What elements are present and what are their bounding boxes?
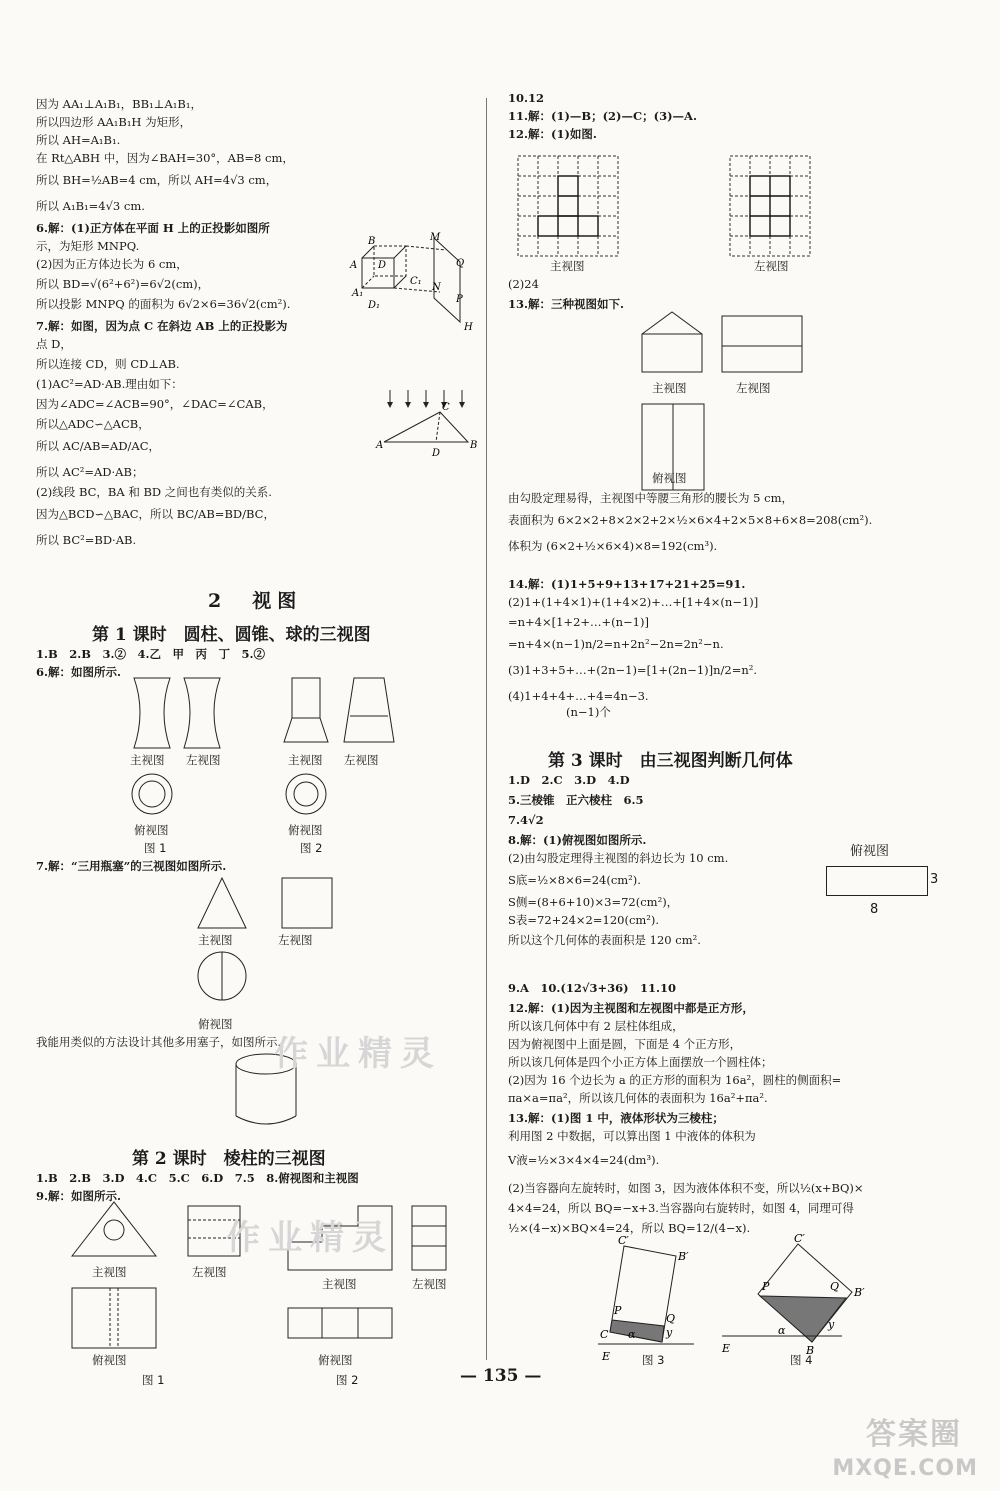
svg-text:N: N: [432, 282, 441, 293]
lesson1-design: 我能用类似的方法设计其他多用塞子，如图所示.: [36, 1035, 282, 1049]
left-line: 因为∠ADC=∠ACB=90°，∠DAC=∠CAB，: [36, 397, 274, 411]
left-line: 所以 A₁B₁=4√3 cm.: [36, 199, 145, 213]
lesson2-answers: 1.B 2.B 3.D 4.C 5.C 6.D 7.5 8.俯视图和主视图: [36, 1171, 359, 1185]
q12-front-label: 主视图: [550, 259, 585, 273]
lesson3-answers4: 9.A 10.(12√3+36) 11.10: [508, 981, 677, 995]
ghost-watermark-1: 作业精灵: [274, 1034, 442, 1074]
lesson1-title: 第 1 课时 圆柱、圆锥、球的三视图: [92, 625, 371, 645]
q12-line: 所以该几何体是四个小正方体上面摆放一个圆柱体；: [508, 1055, 773, 1069]
q13b-line: ½×(4−x)×BQ×4=24，所以 BQ=12/(4−x).: [508, 1221, 751, 1235]
lesson2-q9: 9.解：如图所示.: [36, 1189, 122, 1203]
svg-text:A: A: [376, 440, 384, 451]
q14-line: =n+4×[1+2+…+(n−1)]: [508, 615, 649, 629]
svg-text:B′: B′: [678, 1250, 689, 1263]
q14-line: 14.解：(1)1+5+9+13+17+21+25=91.: [508, 577, 746, 591]
lesson1-answers: 1.B 2.B 3.② 4.乙 甲 丙 丁 5.②: [36, 647, 265, 661]
svg-text:y: y: [828, 1318, 835, 1331]
svg-text:P: P: [614, 1304, 622, 1317]
container-rotation-figures: [598, 1232, 878, 1366]
svg-text:D: D: [432, 448, 441, 459]
fig4-caption: 图 4: [790, 1353, 813, 1367]
q13-line: 表面积为 6×2×2+8×2×2+2×½×6×4+2×5×8+6×8=208(cm²).: [508, 513, 873, 527]
svg-text:A₁: A₁: [352, 288, 364, 299]
svg-text:P: P: [456, 294, 463, 305]
svg-text:C′: C′: [794, 1232, 805, 1245]
q9-fig1-caption: 图 1: [142, 1373, 165, 1387]
left-line: 因为△BCD∽△BAC，所以 BC/AB=BD/BC，: [36, 507, 275, 521]
left-column: [36, 97, 478, 1387]
q13-front-label: 主视图: [652, 381, 687, 395]
column-divider: [486, 98, 487, 1360]
left-line: 所以 AC²=AD·AB；: [36, 465, 144, 479]
q9-fig2-left-label: 左视图: [412, 1277, 447, 1291]
svg-text:H: H: [464, 322, 473, 333]
svg-text:D: D: [378, 260, 387, 271]
svg-text:E: E: [602, 1350, 611, 1363]
left-line: 6.解：(1)正方体在平面 H 上的正投影如图所: [36, 221, 270, 235]
svg-text:Q: Q: [830, 1280, 840, 1293]
q9-fig2-top-label: 俯视图: [318, 1353, 353, 1367]
q13-top-label: 俯视图: [652, 471, 687, 485]
q12-line: (2)因为 16 个边长为 a 的正方形的面积为 16a²，圆柱的侧面积=: [508, 1073, 842, 1087]
right-line: 10.12: [508, 91, 545, 105]
q13b-line: 4×4=24，所以 BQ=−x+3.当容器向右旋转时，如图 4，同理可得: [508, 1201, 854, 1215]
q9-fig2-caption: 图 2: [336, 1373, 359, 1387]
watermark-logo-text: 答案圈: [866, 1417, 962, 1452]
q12-line: πa×a=πa²，所以该几何体的表面积为 16a²+πa².: [508, 1091, 768, 1105]
q12-line: 12.解：(1)因为主视图和左视图中都是正方形，: [508, 1001, 754, 1015]
q13b-line: V液=½×3×4×4=24(dm³).: [508, 1153, 660, 1167]
left-line: 示，为矩形 MNPQ.: [36, 239, 140, 253]
lesson1-q6: 6.解：如图所示.: [36, 665, 122, 679]
q14-line: (n−1)个: [566, 705, 611, 719]
q12-left-label: 左视图: [754, 259, 789, 273]
q9-fig2-front-label: 主视图: [322, 1277, 357, 1291]
ghost-watermark-2: 作业精灵: [226, 1218, 394, 1258]
left-line: 所以△ADC∽△ACB，: [36, 417, 150, 431]
section-title: 2 视图: [208, 590, 303, 612]
left-line: 所以 BD=√(6²+6²)=6√2(cm)，: [36, 277, 210, 291]
q8-line: (2)由勾股定理得主视图的斜边长为 10 cm.: [508, 851, 729, 865]
right-column: [508, 91, 968, 1368]
svg-text:α: α: [778, 1324, 786, 1337]
svg-text:α: α: [628, 1328, 636, 1341]
left-line: 所以连接 CD，则 CD⊥AB.: [36, 357, 180, 371]
left-line: 所以 BH=½AB=4 cm，所以 AH=4√3 cm，: [36, 173, 278, 187]
q7-left-label: 左视图: [278, 933, 313, 947]
svg-text:B: B: [806, 1344, 815, 1357]
q14-line: (2)1+(1+4×1)+(1+4×2)+…+[1+4×(n−1)]: [508, 595, 759, 609]
svg-text:B: B: [368, 236, 376, 247]
right-line: 11.解：(1)—B；(2)—C；(3)—A.: [508, 109, 697, 123]
q8-line: 所以这个几何体的表面积是 120 cm².: [508, 933, 701, 947]
q14-line: (3)1+3+5+…+(2n−1)=[1+(2n−1)]n/2=n².: [508, 663, 758, 677]
q8-fig-width: 8: [870, 902, 879, 917]
q14-line: (4)1+4+4+…+4=4n−3.: [508, 689, 649, 703]
q8-top-view-rect: [826, 866, 928, 896]
lesson1-q7: 7.解：“三用瓶塞”的三视图如图所示.: [36, 859, 227, 873]
left-line: 因为 AA₁⊥A₁B₁，BB₁⊥A₁B₁，: [36, 97, 202, 111]
q8-line: 8.解：(1)俯视图如图所示.: [508, 833, 647, 847]
q8-fig-title: 俯视图: [850, 844, 890, 859]
q9-fig1-top-label: 俯视图: [92, 1353, 127, 1367]
page-number: — 135 —: [460, 1366, 542, 1386]
left-line: (1)AC²=AD·AB.理由如下：: [36, 377, 183, 391]
q13-intro: 13.解：三种视图如下.: [508, 297, 625, 311]
left-line: 在 Rt△ABH 中，因为∠BAH=30°，AB=8 cm，: [36, 151, 294, 165]
svg-text:C′: C′: [618, 1234, 629, 1247]
q9-fig1-front-label: 主视图: [92, 1265, 127, 1279]
left-line: 点 D，: [36, 337, 72, 351]
left-line: 所以四边形 AA₁B₁H 为矩形，: [36, 115, 192, 129]
q12-line: 因为俯视图中上面是圆，下面是 4 个正方形，: [508, 1037, 742, 1051]
q13-line: 由勾股定理易得，主视图中等腰三角形的腰长为 5 cm，: [508, 491, 793, 505]
svg-text:B: B: [470, 440, 478, 451]
svg-text:C: C: [442, 402, 450, 413]
q12-line: 所以该几何体中有 2 层柱体组成，: [508, 1019, 684, 1033]
q12-part2: (2)24: [508, 277, 539, 291]
q7-front-label: 主视图: [198, 933, 233, 947]
svg-text:E: E: [722, 1342, 731, 1355]
watermark-url: MXQE.COM: [832, 1456, 978, 1481]
svg-text:Q: Q: [456, 258, 465, 269]
q14-line: =n+4×(n−1)n/2=n+2n²−2n=2n²−n.: [508, 637, 724, 651]
lesson3-answers1: 1.D 2.C 3.D 4.D: [508, 773, 630, 787]
fig1-front-label: 主视图: [130, 753, 165, 767]
q13b-line: 13.解：(1)图 1 中，液体形状为三棱柱；: [508, 1111, 724, 1125]
svg-text:P: P: [762, 1280, 770, 1293]
q13-left-label: 左视图: [736, 381, 771, 395]
fig1-top-label: 俯视图: [134, 823, 169, 837]
q13b-line: 利用图 2 中数据，可以算出图 1 中液体的体积为: [508, 1129, 756, 1143]
svg-text:M: M: [430, 232, 441, 243]
q13-line: 体积为 (6×2+½×6×4)×8=192(cm³).: [508, 539, 718, 553]
left-line: (2)因为正方体边长为 6 cm，: [36, 257, 188, 271]
fig2-front-label: 主视图: [288, 753, 323, 767]
fig1-caption: 图 1: [144, 841, 167, 855]
fig2-caption: 图 2: [300, 841, 323, 855]
triangle-projection-figure: [376, 390, 476, 460]
left-line: 所以 BC²=BD·AB.: [36, 533, 137, 547]
svg-text:y: y: [666, 1326, 673, 1339]
left-line: 所以投影 MNPQ 的面积为 6√2×6=36√2(cm²).: [36, 297, 291, 311]
fig2-left-label: 左视图: [344, 753, 379, 767]
svg-text:C: C: [600, 1328, 609, 1341]
lesson3-answers2: 5.三棱锥 正六棱柱 6.5: [508, 793, 644, 807]
svg-text:Q: Q: [666, 1312, 676, 1325]
fig1-left-label: 左视图: [186, 753, 221, 767]
right-line: 12.解：(1)如图.: [508, 127, 597, 141]
fig3-caption: 图 3: [642, 1353, 665, 1367]
svg-text:A: A: [350, 260, 358, 271]
q12-grid-figures: [518, 156, 818, 266]
fig2-top-label: 俯视图: [288, 823, 323, 837]
lesson3-answers3: 7.4√2: [508, 813, 544, 827]
left-line: (2)线段 BC，BA 和 BD 之间也有类似的关系.: [36, 485, 272, 499]
lesson2-title: 第 2 课时 棱柱的三视图: [132, 1149, 326, 1169]
q9-fig1-left-label: 左视图: [192, 1265, 227, 1279]
svg-text:C₁: C₁: [410, 276, 422, 287]
q8-line: S表=72+24×2=120(cm²).: [508, 913, 660, 927]
q8-line: S底=½×8×6=24(cm²).: [508, 873, 641, 887]
left-line: 所以 AH=A₁B₁.: [36, 133, 121, 147]
lesson3-title: 第 3 课时 由三视图判断几何体: [548, 751, 793, 771]
q13-three-views: [640, 312, 820, 492]
q13b-line: (2)当容器向左旋转时，如图 3，因为液体体积不变，所以½(x+BQ)×: [508, 1181, 864, 1195]
cube-projection-figure: [344, 232, 474, 333]
q8-fig-height: 3: [930, 872, 939, 887]
left-line: 所以 AC/AB=AD/AC，: [36, 439, 161, 453]
svg-text:D₁: D₁: [368, 300, 381, 311]
svg-text:B′: B′: [854, 1286, 865, 1299]
q7-top-label: 俯视图: [198, 1017, 233, 1031]
q8-line: S侧=(8+6+10)×3=72(cm²)，: [508, 895, 679, 909]
left-line: 7.解：如图，因为点 C 在斜边 AB 上的正投影为: [36, 319, 288, 333]
